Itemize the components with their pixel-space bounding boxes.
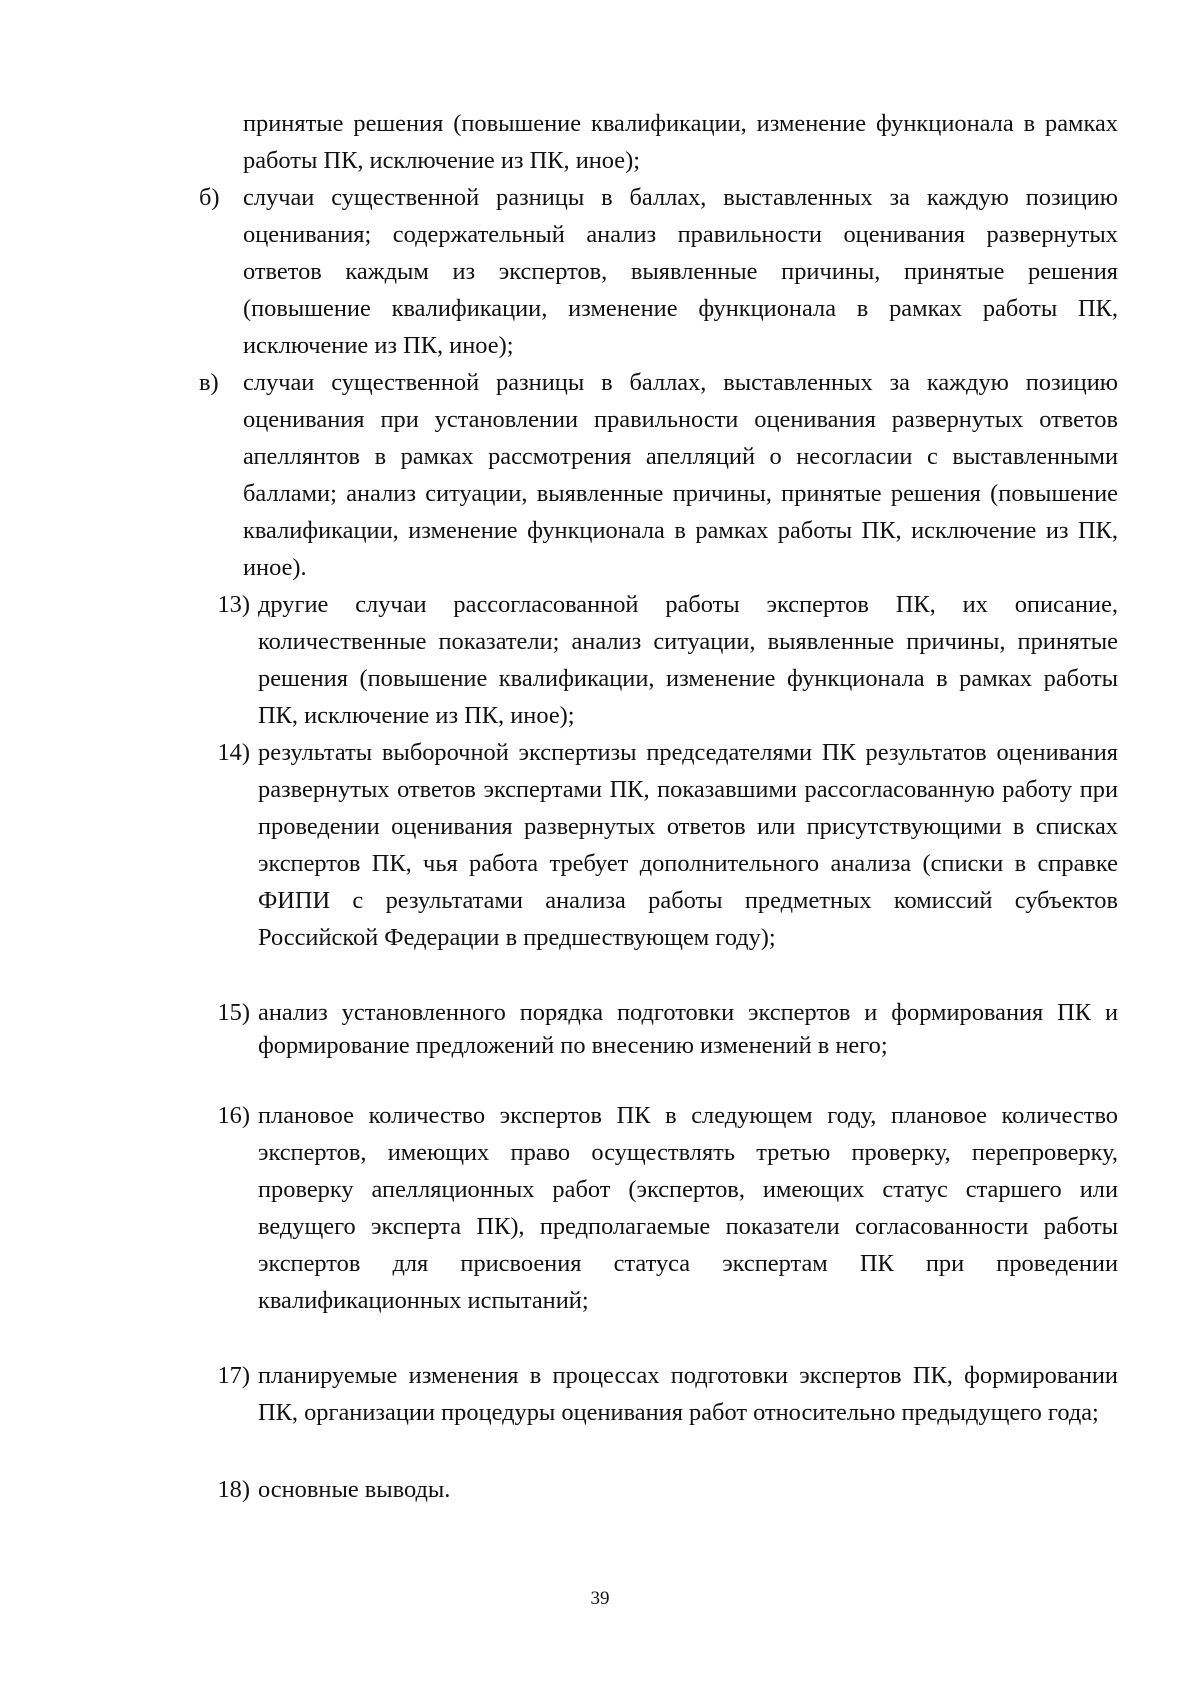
- list-item-b-marker: б): [199, 184, 220, 211]
- list-item-14-text: результаты выборочной экспертизы председателями ПК результатов оценивания развернутых ответов экспертами ПК, показавшими рассогласованную работу при проведении оценивания развернутых ответов или присутствующими в списках экспертов ПК, чья работа требует дополнительного анализа (списки в справке ФИПИ с результатами анализа работы предметных комиссий субъектов Российской Федерации в предшествующем году);: [258, 739, 1118, 951]
- list-item-13-marker: 13): [217, 591, 250, 618]
- list-item-14: [217, 734, 1118, 956]
- list-item-17-marker: 17): [217, 1362, 250, 1389]
- list-item-18-marker: 18): [217, 1476, 250, 1503]
- list-item-15-text: анализ установленного порядка подготовки экспертов и формирования ПК и формирование предложений по внесению изменений в него;: [258, 999, 1118, 1059]
- list-item-16-marker: 16): [217, 1102, 250, 1129]
- list-item-16: [217, 1097, 1118, 1319]
- list-item-13: [217, 586, 1118, 734]
- list-item-v-text: случаи существенной разницы в баллах, выставленных за каждую позицию оценивания при установлении правильности оценивания развернутых ответов апеллянтов в рамках рассмотрения апелляций о несогласии с выставленными баллами; анализ ситуации, выявленные причины, принятые решения (повышение квалификации, изменение функционала в рамках работы ПК, исключение из ПК, иное).: [243, 369, 1118, 581]
- list-item-15-marker: 15): [217, 999, 250, 1026]
- continuation-paragraph: [243, 105, 1118, 179]
- list-item-15: [217, 996, 1118, 1062]
- list-item-18: [217, 1471, 1118, 1508]
- list-item-v: [199, 364, 1118, 586]
- list-item-17-text: планируемые изменения в процессах подготовки экспертов ПК, формировании ПК, организации процедуры оценивания работ относительно предыдущего года;: [258, 1362, 1118, 1426]
- list-item-16-text: плановое количество экспертов ПК в следующем году, плановое количество экспертов, имеющих право осуществлять третью проверку, перепроверку, проверку апелляционных работ (экспертов, имеющих статус старшего или ведущего эксперта ПК), предполагаемые показатели согласованности работы экспертов для присвоения статуса экспертам ПК при проведении квалификационных испытаний;: [258, 1102, 1118, 1314]
- list-item-b-text: случаи существенной разницы в баллах, выставленных за каждую позицию оценивания; содержательный анализ правильности оценивания развернутых ответов каждым из экспертов, выявленные причины, принятые решения (повышение квалификации, изменение функционала в рамках работы ПК, исключение из ПК, иное);: [243, 184, 1118, 359]
- list-item-18-text: основные выводы.: [258, 1476, 451, 1503]
- list-item-17: [217, 1357, 1118, 1431]
- list-item-b: [199, 179, 1118, 364]
- continuation-text: принятые решения (повышение квалификации, изменение функционала в рамках работы ПК, исключение из ПК, иное);: [243, 110, 1118, 174]
- list-item-14-marker: 14): [217, 739, 250, 766]
- list-item-v-marker: в): [199, 369, 219, 396]
- page-number: 39: [590, 1588, 610, 1609]
- list-item-13-text: другие случаи рассогласованной работы экспертов ПК, их описание, количественные показатели; анализ ситуации, выявленные причины, принятые решения (повышение квалификации, изменение функционала в рамках работы ПК, исключение из ПК, иное);: [258, 591, 1118, 729]
